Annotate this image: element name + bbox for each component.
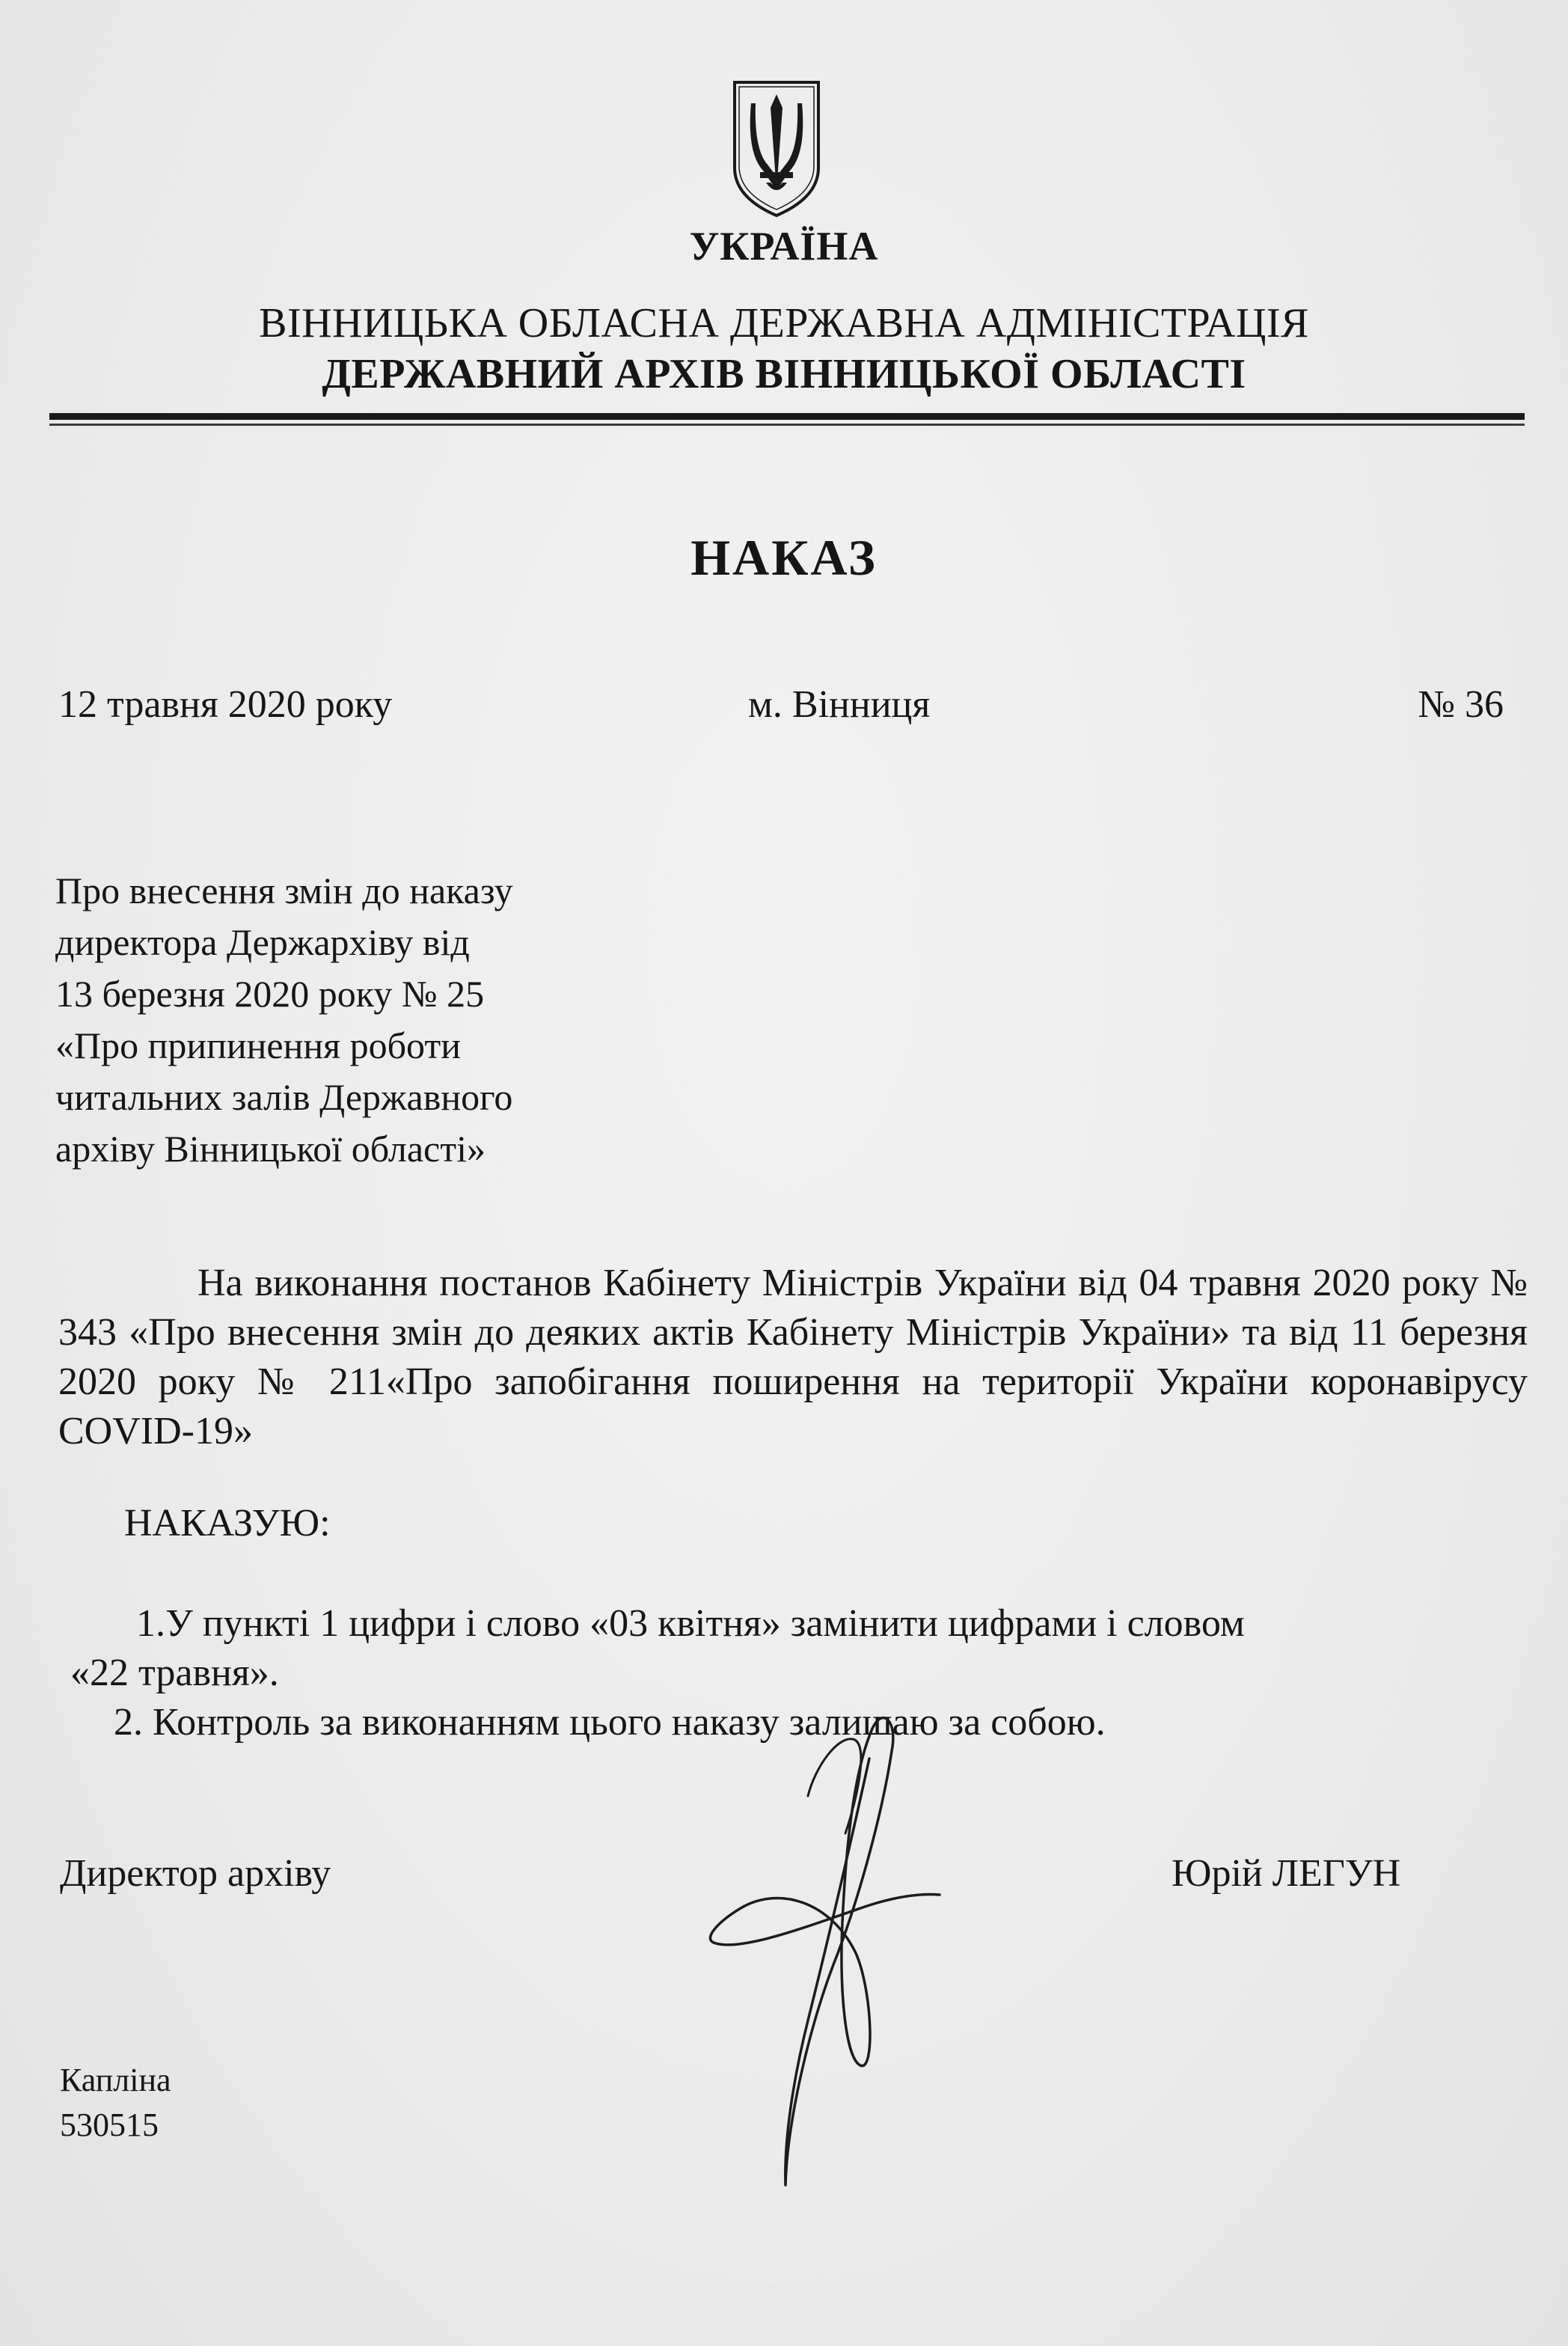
archive-name: ДЕРЖАВНИЙ АРХІВ ВІННИЦЬКОЇ ОБЛАСТІ	[322, 351, 1246, 397]
subject-block	[55, 865, 624, 1175]
handwritten-signature	[696, 1706, 950, 2200]
executor-name: Капліна	[60, 2062, 171, 2098]
preamble-text: На виконання постанов Кабінету Міністрів України від 04 травня 2020 року № 343 «Про внесення змін до деяких актів Кабінету Міністрів України» та від 11 березня 2020 року № 211«Про запобігання поширення на території України коронавірусу COVID-19»	[58, 1262, 1528, 1452]
document-city: м. Вінниця	[748, 683, 931, 726]
subject-line: «Про припинення роботи	[55, 1024, 461, 1066]
orders-label: НАКАЗУЮ:	[124, 1502, 331, 1545]
subject-line: читальних залів Державного	[55, 1076, 513, 1118]
header-divider-thick	[49, 413, 1525, 420]
preamble-paragraph	[58, 1259, 1528, 1456]
administration-name: ВІННИЦЬКА ОБЛАСНА ДЕРЖАВНА АДМІНІСТРАЦІЯ	[259, 300, 1309, 346]
subject-line: Про внесення змін до наказу	[55, 870, 513, 911]
document-number: № 36	[1418, 683, 1504, 726]
signatory-position: Директор архіву	[60, 1852, 331, 1895]
country-name: УКРАЇНА	[689, 224, 879, 269]
subject-line: директора Держархіву від	[55, 921, 470, 963]
tryzub-coat-of-arms-icon	[730, 78, 823, 220]
executor-phone: 530515	[60, 2107, 159, 2143]
document-type: НАКАЗ	[690, 529, 878, 586]
header-divider-thin	[49, 424, 1525, 426]
document-date: 12 травня 2020 року	[58, 683, 393, 726]
order-item-1: 1.У пункті 1 цифри і слово «03 квітня» замінити цифрами і словом	[136, 1602, 1245, 1645]
order-item-1-continued: «22 травня».	[70, 1652, 279, 1694]
subject-line: 13 березня 2020 року № 25	[55, 973, 485, 1015]
subject-line: архіву Вінницької області»	[55, 1128, 486, 1170]
order-item-2: 2. Контроль за виконанням цього наказу залишаю за собою.	[114, 1701, 1106, 1744]
signatory-name: Юрій ЛЕГУН	[1172, 1852, 1401, 1895]
